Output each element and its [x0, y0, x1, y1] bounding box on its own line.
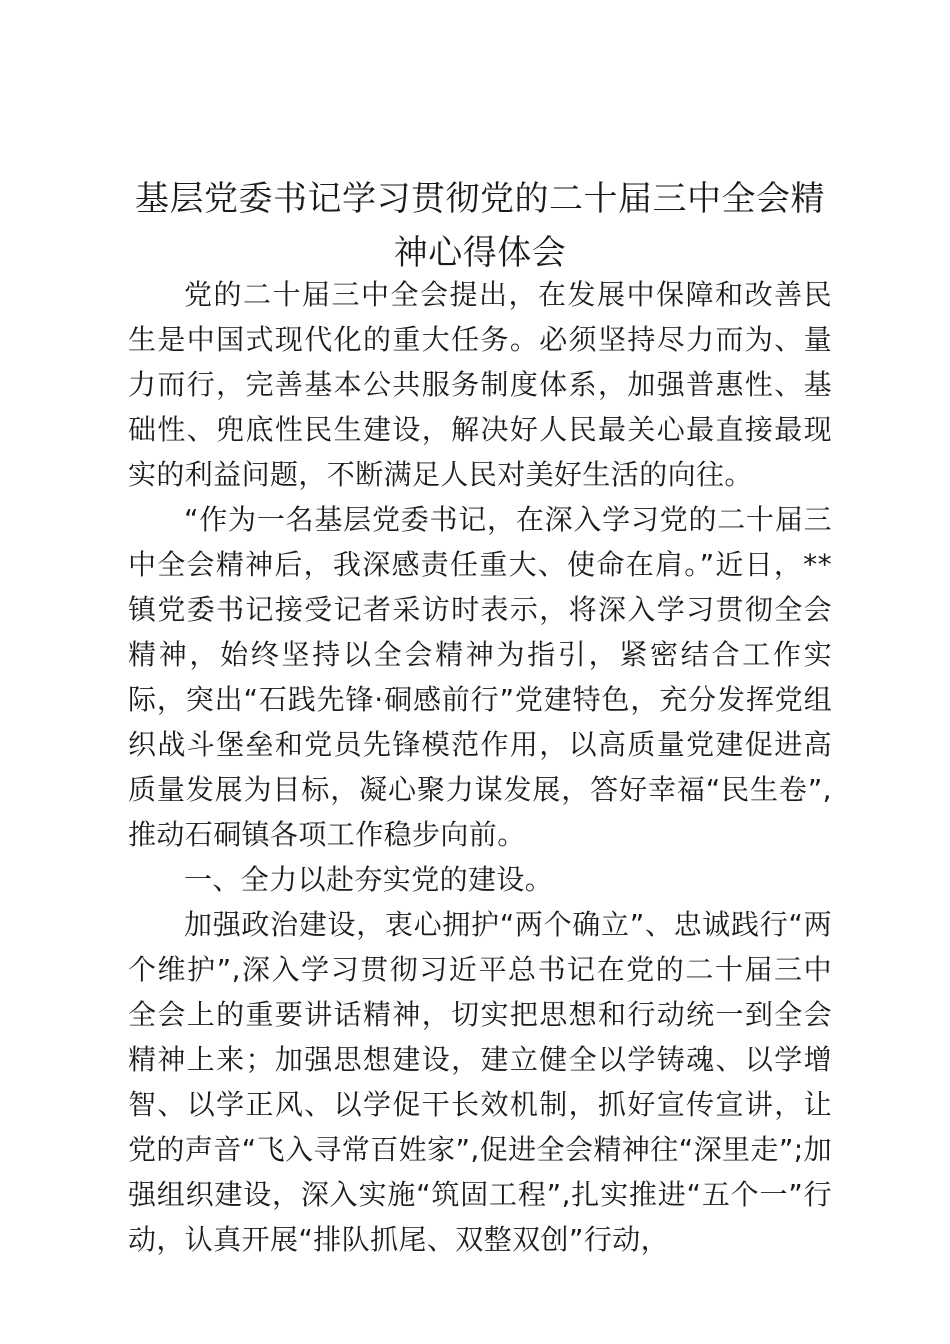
paragraph-interview: “作为一名基层党委书记，在深入学习党的二十届三中全会精神后，我深感责任重大、使命在肩。”近日，**镇党委书记接受记者采访时表示，将深入学习贯彻全会精神，始终坚持以全会精神为指引，紧密结合工作实际，突出“石践先锋·硐感前行”党建特色，充分发挥党组织战斗堡垒和党员先锋模范作用，以高质量党建促进高质量发展为目标，凝心聚力谋发展，答好幸福“民生卷”,推动石硐镇各项工作稳步向前。: [128, 503, 832, 851]
section-heading-party-building: 一、全力以赴夯实党的建设。: [184, 863, 554, 896]
document-body: [128, 272, 832, 1262]
paragraph-intro: 党的二十届三中全会提出，在发展中保障和改善民生是中国式现代化的重大任务。必须坚持尽力而为、量力而行，完善基本公共服务制度体系，加强普惠性、基础性、兜底性民生建设，解决好人民最关心最直接最现实的利益问题，不断满足人民对美好生活的向往。: [128, 278, 832, 491]
paragraph-political-building: 加强政治建设，衷心拥护“两个确立”、忠诚践行“两个维护”,深入学习贯彻习近平总书记在党的二十届三中全会上的重要讲话精神，切实把思想和行动统一到全会精神上来；加强思想建设，建立健全以学铸魂、以学增智、以学正风、以学促干长效机制，抓好宣传宣讲，让党的声音“飞入寻常百姓家”,促进全会精神往“深里走”;加强组织建设，深入实施“筑固工程”,扎实推进“五个一”行动，认真开展“排队抓尾、双整双创”行动，: [128, 908, 832, 1256]
document-title: 基层党委书记学习贯彻党的二十届三中全会精神心得体会: [135, 179, 825, 273]
